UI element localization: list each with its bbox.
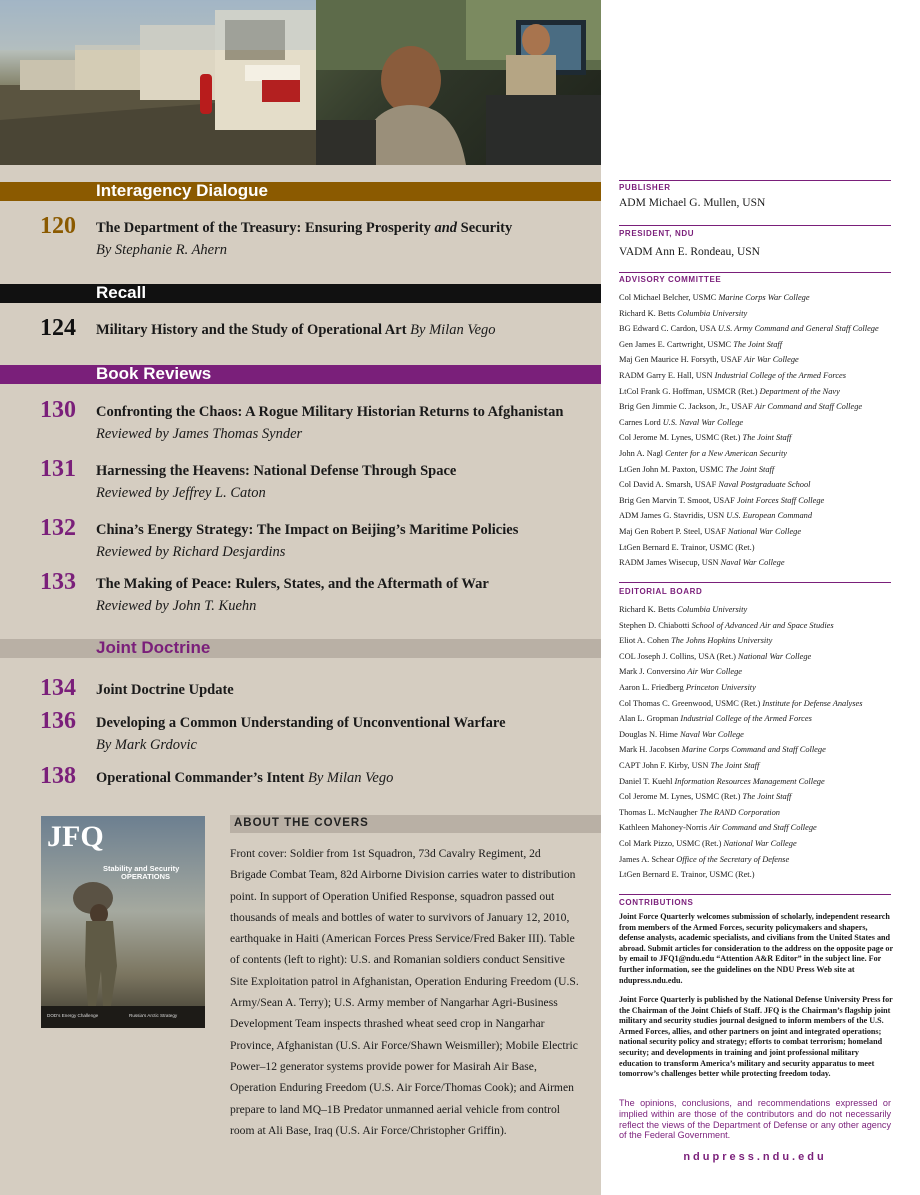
member-row [619,618,914,634]
president-name: VADM Ann E. Rondeau, USN [619,246,760,258]
cover-headline-2: OPERATIONS [121,872,171,881]
about-covers-heading: ABOUT THE COVERS [234,817,369,829]
member-organization: The Johns Hopkins University [671,636,773,646]
article-author: By Stephanie R. Ahern [96,242,228,258]
member-name: RADM Garry E. Hall, USN [619,370,715,380]
member-organization: Air War College [744,355,799,365]
member-name: James A. Schear [619,854,677,864]
member-row [619,446,914,462]
member-name: CAPT John F. Kirby, USN [619,760,711,770]
cover-headline-1: Stability and Security [103,864,180,873]
member-organization: The Joint Staff [733,339,783,349]
rule [619,225,891,226]
page-number: 134 [40,675,76,701]
page-number: 138 [40,763,76,789]
member-row [619,711,914,727]
page-number: 120 [40,213,76,239]
member-organization: Marine Corps War College [718,293,810,302]
advisory-label: ADVISORY COMMITTEE [619,275,722,284]
contributions-label: CONTRIBUTIONS [619,898,694,907]
article-title: Confronting the Chaos: A Rogue Military Historian Returns to Afghanistan [96,404,564,420]
member-name: Maj Gen Maurice H. Forsyth, USAF [619,355,745,365]
member-row [619,758,914,774]
member-name: Stephen D. Chiabotti [619,620,692,630]
article-author: By Mark Grdovic [96,737,197,753]
member-name: LtCol Frank G. Hoffman, USMCR (Ret.) [619,386,760,396]
member-organization: Industrial College of the Armed Forces [714,370,847,380]
member-name: LtGen Bernard E. Trainor, USMC (Ret.) [619,542,755,552]
member-name: Daniel T. Kuehl [619,776,675,786]
member-name: COL Joseph J. Collins, USA (Ret.) [619,651,739,661]
member-organization: Princeton University [685,682,756,692]
member-name: Brig Gen Marvin T. Smoot, USAF [619,495,737,505]
member-row [619,555,914,571]
member-name: Mark H. Jacobsen [619,745,682,755]
member-name: Douglas N. Hime [619,729,680,739]
rule [619,894,891,895]
member-row [619,321,914,337]
member-name: BG Edward C. Cardon, USA [619,324,718,334]
section-title: Joint Doctrine [96,638,211,657]
article-title: Military History and the Study of Operational Art By Milan Vego [96,322,496,338]
member-name: Col David A. Smarsh, USAF [619,480,719,490]
member-organization: School of Advanced Air and Space Studies [691,620,834,630]
member-row [619,477,914,493]
member-name: Col Jerome M. Lynes, USMC (Ret.) [619,433,743,443]
section-joint-doctrine [0,639,601,658]
contributions-paragraph-2: Joint Force Quarterly is published by the National Defense University Press for the Chairman of the Joint Chiefs of Staff. JFQ is the Chairman’s flagship joint military and security studies journal designed to inform members of the U.S. Armed Forces, allies, and other partners on joint and integrated operations; national security policy and strategy; efforts to combat terrorism; homeland security; and developments in training and joint professional military education to transform America’s military and security apparatus to meet tomorrow’s challenges better while protecting freedom today. [619,995,893,1079]
member-row [619,540,914,556]
member-organization: Air Command and Staff College [754,402,863,412]
member-row [619,836,914,852]
member-name: Eliot A. Cohen [619,636,672,646]
member-row [619,774,914,790]
member-row [619,368,914,384]
cover-footer-left: DOD’s Energy Challenge [47,1013,99,1018]
about-covers-bar [230,815,601,833]
toc-photo-control-room [316,0,601,165]
member-name: Alan L. Gropman [619,714,681,724]
member-name: Col Jerome M. Lynes, USMC (Ret.) [619,792,743,802]
member-row [619,789,914,805]
member-name: Kathleen Mahoney-Norris [619,823,710,833]
member-row [619,820,914,836]
section-title: Recall [96,283,147,302]
article-title: The Department of the Treasury: Ensuring Prosperity and Security [96,220,513,236]
article-reviewer: Reviewed by Richard Desjardins [96,544,286,560]
member-row [619,493,914,509]
member-row [619,462,914,478]
page-number: 132 [40,515,76,541]
member-row [619,384,914,400]
contributions-paragraph-1: Joint Force Quarterly welcomes submission of scholarly, independent research from members of the Armed Forces, security policymakers and shapers, defense analysts, academic specialists, and civilians from the United States and abroad. Submit articles for consideration to the address on the opposite page or by email to JFQ1@ndu.edu “Attention A&R Editor” in the subject line. For further information, see the guidelines on the NDU Press Web site at ndupress.ndu.edu. [619,912,893,985]
member-row [619,664,914,680]
member-organization: Columbia University [677,605,748,614]
member-row [619,633,914,649]
rule [619,272,891,273]
member-organization: The RAND Corporation [699,807,780,817]
toc-photo-generators [0,0,316,165]
article-title: Harnessing the Heavens: National Defense Through Space [96,463,457,479]
member-row [619,727,914,743]
rule [619,180,891,181]
member-row [619,430,914,446]
member-row [619,602,914,618]
member-name: John A. Nagl [619,448,666,458]
member-row [619,306,914,322]
member-name: Col Michael Belcher, USMC [619,293,719,302]
member-organization: Marine Corps Command and Staff College [681,745,826,755]
member-name: Col Thomas C. Greenwood, USMC (Ret.) [619,698,763,708]
member-organization: Columbia University [677,308,748,318]
article-title: China’s Energy Strategy: The Impact on Beijing’s Maritime Policies [96,522,519,538]
member-row [619,337,914,353]
control-room-illustration [316,0,601,165]
member-row [619,524,914,540]
member-organization: The Joint Staff [742,792,792,802]
member-name: Thomas L. McNaugher [619,807,700,817]
member-organization: Institute for Defense Analyses [762,698,863,708]
member-organization: Naval Postgraduate School [718,480,811,490]
article-reviewer: Reviewed by Jeffrey L. Caton [96,485,266,501]
member-name: Gen James E. Cartwright, USMC [619,339,734,349]
member-row [619,352,914,368]
page-number: 130 [40,397,76,423]
member-organization: Joint Forces Staff College [736,495,825,505]
page-number: 124 [40,315,76,341]
article-title: Developing a Common Understanding of Unconventional Warfare [96,715,506,731]
member-row [619,742,914,758]
member-organization: Air War College [687,667,742,677]
member-organization: Industrial College of the Armed Forces [680,714,812,724]
generators-illustration [0,0,316,165]
member-name: Richard K. Betts [619,308,678,318]
publisher-name: ADM Michael G. Mullen, USN [619,197,766,209]
member-row [619,867,914,883]
advisory-list [619,290,914,571]
disclaimer: The opinions, conclusions, and recommendations expressed or implied within are those of the contributors and do not necessarily reflect the views of the Department of Defense or any other agency of the Federal Government. [619,1098,891,1141]
article-title: Joint Doctrine Update [96,682,234,698]
member-organization: The Joint Staff [725,464,775,474]
member-name: LtGen John M. Paxton, USMC [619,464,726,474]
member-organization: U.S. Naval War College [662,417,744,427]
member-name: Maj Gen Robert P. Steel, USAF [619,526,728,536]
member-organization: Air Command and Staff College [709,823,817,833]
rule [619,582,891,583]
section-title: Book Reviews [96,364,212,383]
member-name: Brig Gen Jimmie C. Jackson, Jr., USAF [619,402,755,412]
publisher-label: PUBLISHER [619,183,671,192]
member-row [619,696,914,712]
president-label: PRESIDENT, NDU [619,229,695,238]
member-name: RADM James Wisecup, USN [619,558,721,568]
member-row [619,649,914,665]
member-row [619,852,914,868]
member-organization: Center for a New American Security [665,448,788,458]
page-number: 133 [40,569,76,595]
section-book-reviews [0,365,601,384]
member-name: Aaron L. Friedberg [619,682,686,692]
member-name: Carnes Lord [619,417,663,427]
page-number: 131 [40,456,76,482]
member-row [619,805,914,821]
website-link[interactable]: ndupress.ndu.edu [683,1151,827,1163]
member-organization: Information Resources Management College [674,776,825,786]
article-title: Operational Commander’s Intent By Milan Vego [96,770,394,786]
section-interagency-dialogue [0,182,601,201]
member-organization: U.S. European Command [726,511,813,521]
member-organization: National War College [727,526,802,536]
member-organization: Naval War College [720,558,785,568]
member-organization: National War College [723,838,797,848]
member-organization: Naval War College [679,729,744,739]
cover-logo: JFQ [47,820,104,853]
member-organization: The Joint Staff [742,433,792,443]
member-name: Col Mark Pizzo, USMC (Ret.) [619,838,724,848]
member-row [619,508,914,524]
article-title: The Making of Peace: Rulers, States, and the Aftermath of War [96,576,489,592]
member-name: Richard K. Betts [619,605,678,614]
cover-illustration [41,816,205,1028]
member-organization: Office of the Secretary of Defense [676,854,790,864]
cover-footer-right: Russia’s Arctic Strategy [129,1013,178,1018]
member-row [619,399,914,415]
editorial-list [619,602,914,883]
cover-thumbnail [41,816,205,1028]
member-organization: U.S. Army Command and General Staff College [717,324,879,334]
member-row [619,290,914,306]
editorial-label: EDITORIAL BOARD [619,587,703,596]
member-name: Mark J. Conversino [619,667,688,677]
member-row [619,415,914,431]
member-row [619,680,914,696]
member-organization: National War College [738,651,812,661]
member-name: ADM James G. Stavridis, USN [619,511,727,521]
section-recall [0,284,601,303]
article-reviewer: Reviewed by John T. Kuehn [96,598,257,614]
section-title: Interagency Dialogue [96,181,268,200]
page-number: 136 [40,708,76,734]
article-reviewer: Reviewed by James Thomas Synder [96,426,303,442]
about-covers-text: Front cover: Soldier from 1st Squadron, 73d Cavalry Regiment, 2d Brigade Combat Team, 82d Airborne Division carries water to distribution point. In support of Operation Unified Response, squadron passed out thousands of meals and bottles of water to survivors of January 12, 2010, earthquake in Haiti (American Forces Press Service/Fred Baker III). Table of contents (left to right): U.S. and Romanian soldiers conduct Sensitive Site Exploitation patrol in Afghanistan, Operation Enduring Freedom (U.S. Army/Sean A. Terry); U.S. Army member of Nangarhar Agri-Business Development Team inspects thrashed wheat seed crop in Nangarhar Province, Afghanistan (U.S. Air Force/Shawn Weismiller); Mobile Electric Power–12 generator systems provide power for Masirah Air Base, Operation Enduring Freedom (U.S. Air Force/Thomas Cook); and Airmen prepare to land MQ–1B Predator unmanned aerial vehicle from control room at Ali Base, Iraq (U.S. Air Force/Christopher Griffin). [230,847,579,1137]
member-organization: Department of the Navy [759,386,840,396]
member-name: LtGen Bernard E. Trainor, USMC (Ret.) [619,870,755,880]
member-organization: The Joint Staff [710,760,760,770]
